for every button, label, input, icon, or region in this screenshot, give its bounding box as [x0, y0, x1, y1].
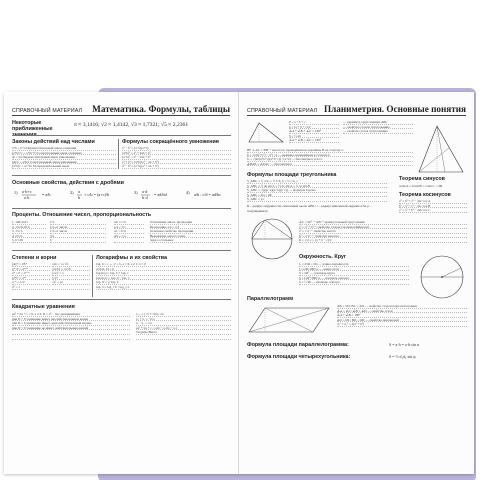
bisector-lines — [247, 148, 413, 166]
sin-title: Теорема синусов — [399, 176, 445, 182]
list-item: lc = √(ab(a+b+c)(a+b−c)) / (a+b) — биссектриса угла C — [247, 157, 413, 162]
list-item — [12, 335, 130, 340]
list-item: ∠A = ∠C; ∠B = ∠D — свойство углов — [337, 309, 467, 314]
list-item: ⁿ√aᵐ — [52, 276, 90, 281]
list-item: x₁,₂ = (−b ± √D) / 2a — [136, 312, 231, 317]
list-item — [136, 335, 231, 340]
log-list — [96, 262, 231, 290]
list-item: a+b = b+a Переместительный закон сложения — [12, 146, 116, 151]
list-item: a² = c·a′ ─ свойство катета — [299, 229, 467, 234]
list-item: P = a + b + c — [289, 120, 339, 125]
list-item: logₐ bᵖ = p·logₐ b — [96, 280, 231, 285]
right-header-title: Планиметрия. Основные понятия — [323, 104, 466, 114]
list-item: a·d = b·c — [114, 225, 144, 230]
proportion-col-b — [50, 220, 106, 243]
list-item: 1% от числа — [50, 225, 106, 230]
list-item: R = c/2, r = (a + b − c)/2 — [299, 238, 467, 243]
proportion-col-c — [114, 220, 144, 243]
left-page — [4, 92, 239, 474]
roots-list — [52, 262, 90, 290]
list-item: √a² = |a| — [52, 280, 90, 285]
area-title: Формулы площади треугольника — [247, 172, 337, 178]
list-item: AO = OC; BO = OD — свойство диагоналей — [337, 318, 467, 323]
svg-text:b: b — [78, 195, 81, 200]
list-item: 3, 1%·b — [12, 229, 46, 234]
list-item: Пропорция, a:b = c:d — [150, 225, 231, 230]
list-item: ∠A + ∠B + ∠C = 180° — [289, 129, 339, 134]
list-item: x₁ · x₂ = c/a — [136, 321, 231, 326]
svg-text:= ad/bd: = ad/bd — [154, 192, 167, 197]
right-page-header — [247, 100, 466, 116]
svg-text:a/b : c/d = ad/bc: a/b : c/d = ad/bc — [194, 192, 222, 197]
list-item: (a+b)² = a² + 2ab + b² — [122, 151, 231, 156]
quad-right-list — [136, 312, 231, 340]
list-item: (a+b)+c = a+(b+c) Сочетательный закон сложения — [12, 151, 116, 156]
parallelogram-figure — [247, 304, 331, 336]
triangle-notes — [343, 120, 413, 134]
divider — [118, 139, 119, 169]
list-item: ax² + bx + c = a(x − x₁)(x − x₂) — [136, 326, 231, 331]
circle-figure — [417, 252, 467, 302]
powers-title: Степени и корни — [12, 255, 57, 261]
abbr-title: Формулы сокращённого умножения — [122, 139, 219, 145]
values-formula: π ≈ 3,1416; √2 ≈ 1,4142, √3 ≈ 1,7321; √5 ≈ 2,2361 — [74, 122, 189, 128]
list-item: a³ + b³ = (a+b)(a² − ab + b²) — [122, 160, 231, 165]
svg-text:4): 4) — [186, 190, 190, 195]
list-item: h² = a′·b′ ─ свойство высоты — [299, 234, 467, 239]
list-item: — свойство углов треугольника — [343, 129, 413, 134]
svg-text:a·b: a·b — [24, 195, 30, 200]
sin-formula: a/sin A = b/sin B = c/sin C = 2R — [399, 184, 443, 188]
list-item: 4, a%·b — [12, 234, 46, 239]
divider — [12, 250, 231, 251]
bisector-figure — [415, 122, 467, 178]
list-item: aᵐ : aⁿ = aᵐ⁻ⁿ — [12, 271, 50, 276]
list-item: logₐ b = log_c b / log_c a — [96, 285, 231, 290]
list-item: a% — [50, 234, 106, 239]
svg-text:= a/b: = a/b — [42, 192, 51, 197]
list-item: (a+b)c = ac+bc Распределительный закон — [12, 164, 116, 169]
svg-text:a: a — [78, 189, 80, 194]
values-label: Некоторые приближенные значения — [12, 120, 53, 138]
list-item: c² = a² + b² ─ свойство сторон (теорема Пифагора) — [299, 225, 467, 230]
quadr-area-formula: S = ½ d₁d₂·sin φ — [389, 354, 416, 359]
list-item: a⁻ⁿ = 1/aⁿ — [12, 280, 50, 285]
powers-list — [12, 262, 50, 290]
divider — [12, 175, 231, 176]
para-title: Параллелограмм — [247, 296, 294, 302]
para-list — [337, 304, 467, 327]
right-page — [239, 92, 474, 474]
list-item: a/c = b/d — [114, 229, 144, 234]
list-item: ∠BAE = ∠EAC — биссектриса — [247, 162, 413, 167]
divider — [12, 135, 231, 136]
list-item: 1% от числа — [50, 229, 106, 234]
list-item: d/b = c/a — [114, 234, 144, 239]
circle-title: Окружность. Круг — [299, 254, 347, 260]
list-item: через остальные — [150, 238, 231, 243]
list-item: a⁰ = 1 — [12, 285, 50, 290]
laws-title: Законы действий над числами — [12, 139, 95, 145]
divider — [92, 255, 93, 297]
list-item: при D = 0 уравнение имеет один действительный корень — [12, 321, 130, 326]
left-header-title: Математика. Формулы, таблицы — [92, 104, 230, 114]
list-item: ax² + bx + c = 0, a ≠ 0, D = b² − 4ac дискриминант — [12, 312, 130, 317]
list-item: l = (πR/180)·α — длина дуги — [299, 267, 409, 272]
list-item: — периметр треугольника ABC — [343, 120, 413, 125]
list-item: p = (a + b + c)/2 — [289, 125, 339, 130]
laws-list — [12, 146, 116, 169]
list-item: ∠A + ∠B = 180° — [337, 313, 467, 318]
list-item: AB = CD; BC = AD — свойство сторон параллелограмма — [337, 304, 467, 309]
quad-title: Квадратные уравнения — [12, 304, 75, 310]
booklet-spread — [4, 92, 474, 474]
cos-list — [399, 199, 467, 213]
list-item: Теорема Виета — [136, 330, 231, 335]
list-item: (aᵐ)ⁿ = aᵐⁿ — [12, 276, 50, 281]
right-triangle-circle-figure — [247, 216, 297, 262]
proportion-title: Проценты. Отношение чисел, пропорциональность — [12, 212, 152, 218]
cos-title: Теорема косинусов — [399, 192, 451, 198]
abbr-list — [122, 146, 231, 169]
list-item: a^(logₐ b) = b — [96, 267, 231, 272]
list-item: S = (πR²/360)·α — площадь сектора — [299, 276, 409, 281]
list-item: Основное свойство пропорции — [150, 229, 231, 234]
list-item: x₁ + x₂ = −b/a — [136, 317, 231, 322]
list-item: (ab)ⁿ = aⁿbⁿ — [12, 262, 50, 267]
divider — [12, 299, 231, 300]
list-item — [114, 238, 144, 243]
triangle-figure — [247, 120, 287, 146]
list-item: logₐ(b/c) = logₐ b − logₐ c — [96, 276, 231, 281]
svg-text:1): 1) — [14, 190, 18, 195]
list-item: S = πR² — площадь круга — [299, 271, 409, 276]
proportion-col-d — [150, 220, 231, 243]
list-item: aᵐ·aⁿ = aᵐ⁺ⁿ — [12, 267, 50, 272]
list-item: S_ABC = √(p(p−a)(p−b)(p−c)) — формула Герона — [247, 188, 387, 193]
list-item: S_ABC = p·r — [247, 197, 387, 202]
list-item: Выражение одного члена — [150, 234, 231, 239]
circle-list — [299, 262, 409, 285]
right-triangle-list — [299, 220, 467, 243]
list-item: b² = a² + c² − 2ac·cos B — [399, 204, 467, 209]
right-header-small: СПРАВОЧНЫЙ МАТЕРИАЛ — [247, 108, 318, 114]
triangle-formulas — [289, 120, 339, 143]
list-item: √ab = √a·√b — [52, 262, 90, 267]
list-item: 5, b·100 — [12, 238, 46, 243]
list-item: S = ½ ah — [289, 134, 339, 139]
proportion-col-a — [12, 220, 46, 243]
list-item: d₁² + d₂² = 2(a² + b²) — [337, 322, 467, 327]
list-item: ∠C = 90° ─ AB ─ прямоугольный треугольник — [299, 220, 467, 225]
list-item: S_ABC = ½ a·hₐ = ½ b·h_b = ½ c·h_c — [247, 179, 387, 184]
fractions-title: Основные свойства, действия с дробями — [12, 180, 124, 186]
list-item: при D < 0 уравнение не имеет действительных корней — [12, 326, 130, 331]
list-item: при D > 0 уравнение имеет два действительных корня — [12, 317, 130, 322]
list-item: √(a/b) = √a/√b — [52, 267, 90, 272]
list-item: — свойство сторон треугольника — [343, 125, 413, 130]
list-item: 1, 100=0,01 — [12, 220, 46, 225]
list-item: L = 2πR = πD — длина окружности — [299, 262, 409, 267]
list-item: 1% — [50, 220, 106, 225]
list-item: Отношение чисел, пропорция — [150, 220, 231, 225]
svg-text:b·d: b·d — [142, 195, 148, 200]
list-item: a² = b² + c² − 2bc·cos A — [399, 199, 467, 204]
list-item: a³ − b³ = (a−b)(a² + ab + b²) — [122, 164, 231, 169]
list-item: c² = a² + b² − 2ab·cos C — [399, 208, 467, 213]
list-item: S_ABC = abc / 4R — [247, 193, 387, 198]
quadr-area-title: Формула площади четырехугольника: — [247, 354, 351, 360]
svg-text:a·b+c: a·b+c — [22, 189, 32, 194]
list-item: (√a)² = a — [52, 271, 90, 276]
list-item: BF ⊥ AC = BH ─ высота h, проведённая из вершины B на сторону a; — [247, 148, 413, 153]
svg-text:+ c/b = (a+c)/b: + c/b = (a+c)/b — [84, 192, 110, 197]
svg-text:a·d: a·d — [142, 189, 148, 194]
divider — [12, 208, 231, 209]
list-item: b — [50, 238, 106, 243]
list-item: ∠A + ∠B = ∠C = 180° — [289, 138, 339, 143]
list-item — [52, 285, 90, 290]
list-item: a/b = c/d — [114, 220, 144, 225]
svg-text:2): 2) — [70, 190, 74, 195]
quad-list — [12, 312, 130, 340]
list-item: S_ABC = ½ ab sin C = ½ bc sin A = ½ ac sin B — [247, 184, 387, 189]
fractions-formulas — [12, 188, 231, 204]
svg-text:3): 3) — [134, 190, 138, 195]
para-area-formula: S = a·h = a·b·sin α — [389, 342, 420, 347]
left-page-header — [12, 100, 230, 116]
list-item: 2, 1%=0,01·b — [12, 225, 46, 230]
para-area-title: Формула площади параллелограмма: — [247, 342, 349, 348]
left-header-small: СПРАВОЧНЫЙ МАТЕРИАЛ — [12, 108, 83, 114]
list-item: a² − b² = (a−b)(a+b) — [122, 146, 231, 151]
list-item: b = √(2(a²+c²) − b²) / 2 — медиана, проведённая к стороне b — [247, 153, 413, 158]
area-note: R – радиус окружности, описанной около ABC; r – радиус вписанной окружности, p – полупериметр — [247, 204, 372, 213]
area-list — [247, 179, 387, 202]
list-item: ab = ba Переместительный закон умножения — [12, 155, 116, 160]
log-title: Логарифмы и их свойства — [96, 255, 168, 261]
list-item: logₐ(bc) = logₐ b + logₐ c — [96, 271, 231, 276]
list-item: logₐ b = c ⇔ aᶜ = b, a > 0, a ≠ 1, b > 0 — [96, 262, 231, 267]
list-item: (ab)c = a(bc) Сочетательный закон умножения — [12, 160, 116, 165]
list-item: (a−b)² = a² − 2ab + b² — [122, 155, 231, 160]
list-item: S = ½ lR — площадь сектора — [299, 280, 409, 285]
